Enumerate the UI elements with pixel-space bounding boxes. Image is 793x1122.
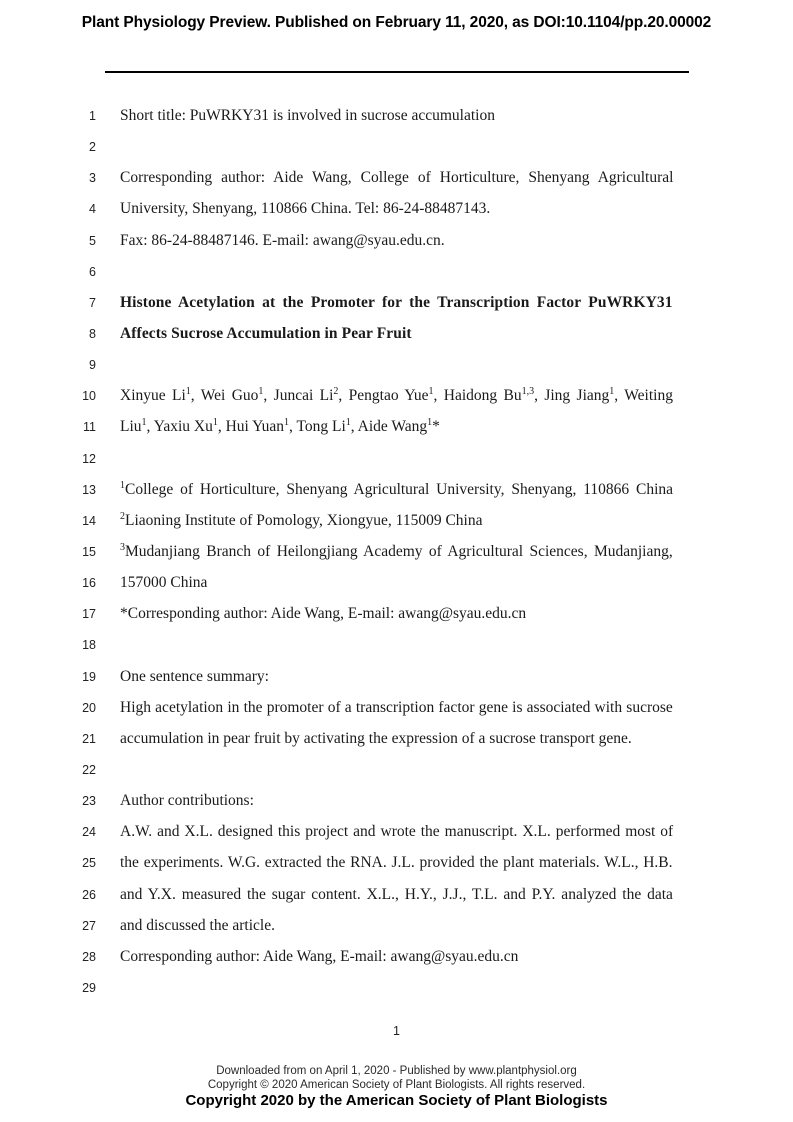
manuscript-line: [0, 567, 793, 598]
line-text-runs: [120, 661, 269, 692]
page-footer: [0, 1064, 793, 1110]
manuscript-line: [0, 287, 793, 318]
line-number: 29: [82, 980, 96, 995]
manuscript-line: [0, 661, 793, 692]
manuscript-line: [0, 318, 793, 349]
line-text: [120, 225, 673, 256]
line-text-runs: [120, 879, 673, 910]
line-text: [120, 131, 673, 162]
manuscript-line: [0, 972, 793, 1003]
manuscript-line: [0, 879, 793, 910]
superscript: 3: [120, 541, 125, 553]
superscript: 1: [427, 417, 433, 429]
line-text-runs: [120, 816, 673, 847]
superscript: 1: [345, 417, 351, 429]
line-number: 28: [82, 949, 96, 964]
manuscript-line: [0, 256, 793, 287]
line-text: [120, 380, 673, 411]
line-text: [120, 723, 673, 754]
line-text-runs: [120, 785, 254, 816]
superscript: 1: [141, 417, 147, 429]
manuscript-line: [0, 598, 793, 629]
manuscript-line: [0, 536, 793, 567]
line-text: [120, 567, 673, 598]
line-number: 5: [89, 233, 96, 248]
footer-copyright-bold-line: Copyright 2020 by the American Society of Plant Biologists: [185, 1092, 608, 1109]
superscript: 1: [258, 386, 264, 398]
manuscript-line: [0, 785, 793, 816]
text-run: , Yaxiu Xu: [146, 418, 213, 436]
text-run: College of Horticulture, Shenyang Agricultural University, Shenyang, 110866 China: [125, 480, 674, 498]
text-run: and discussed the article.: [120, 916, 275, 934]
line-text: [120, 349, 673, 380]
text-run: Xinyue Li: [120, 387, 186, 405]
text-run: Liaoning Institute of Pomology, Xiongyue, 115009 China: [125, 511, 483, 529]
superscript: 1: [120, 479, 125, 491]
manuscript-line: [0, 411, 793, 442]
line-number: 16: [82, 576, 96, 591]
line-text-runs: [120, 536, 673, 567]
text-run: accumulation in pear fruit by activating the expression of a sucrose transport gene.: [120, 729, 632, 747]
line-text: [120, 443, 673, 474]
superscript: 1: [212, 417, 218, 429]
text-run: 157000 China: [120, 574, 208, 592]
line-text: [120, 629, 673, 660]
line-number: 7: [89, 295, 96, 310]
superscript: 1: [284, 417, 290, 429]
text-run: University, Shenyang, 110866 China. Tel: 86-24-88487143.: [120, 200, 491, 218]
line-text: [120, 100, 673, 131]
footer-downloaded-line: Downloaded from on April 1, 2020 - Published by www.plantphysiol.org: [216, 1065, 577, 1077]
manuscript-line: [0, 847, 793, 878]
line-text: [120, 661, 673, 692]
line-text: [120, 972, 673, 1003]
line-text: [120, 256, 673, 287]
text-run: *Corresponding author: Aide Wang, E-mail: awang@syau.edu.cn: [120, 605, 527, 623]
line-number: 12: [82, 451, 96, 466]
line-number: 23: [82, 794, 96, 809]
superscript: 1: [185, 386, 191, 398]
superscript: 1: [428, 386, 434, 398]
line-text-runs: [120, 225, 445, 256]
line-text: [120, 287, 673, 318]
manuscript-line: [0, 225, 793, 256]
manuscript-line: [0, 629, 793, 660]
text-run: , Pengtao Yue: [338, 387, 429, 405]
text-run: , Juncai Li: [263, 387, 334, 405]
line-text-runs: [120, 380, 673, 411]
text-run: Liu: [120, 418, 142, 436]
line-text: [120, 910, 673, 941]
line-number: 27: [82, 918, 96, 933]
line-number: 19: [82, 669, 96, 684]
text-run: Affects Sucrose Accumulation in Pear Fruit: [120, 324, 412, 342]
text-run: *: [432, 418, 440, 436]
text-run: Author contributions:: [120, 792, 254, 810]
line-number: 13: [82, 482, 96, 497]
line-text-runs: [120, 411, 440, 442]
line-text: [120, 193, 673, 224]
line-number: 2: [89, 140, 96, 155]
header-divider: [105, 71, 689, 73]
superscript: 1: [609, 386, 615, 398]
text-run: , Tong Li: [289, 418, 346, 436]
manuscript-line: [0, 474, 793, 505]
line-number: 4: [89, 202, 96, 217]
manuscript-line: [0, 380, 793, 411]
line-number: 21: [82, 731, 96, 746]
text-run: Short title: PuWRKY31 is involved in sucrose accumulation: [120, 107, 495, 124]
manuscript-line: [0, 193, 793, 224]
line-list: [0, 100, 793, 1003]
manuscript-line: [0, 941, 793, 972]
line-number: 18: [82, 638, 96, 653]
superscript: 1,3: [521, 386, 535, 398]
line-text-runs: [120, 567, 207, 598]
manuscript-line: [0, 162, 793, 193]
footer-copyright-line: Copyright © 2020 American Society of Plant Biologists. All rights reserved.: [207, 1079, 586, 1091]
line-number: 25: [82, 856, 96, 871]
text-run: , Haidong Bu: [433, 387, 522, 405]
manuscript-line: [0, 131, 793, 162]
line-text-runs: [120, 910, 275, 941]
page-number: 1: [393, 1024, 400, 1038]
manuscript-line: [0, 910, 793, 941]
line-number: 26: [82, 887, 96, 902]
line-text-runs: [120, 505, 482, 536]
line-text: [120, 411, 673, 442]
line-number: 3: [89, 171, 96, 186]
line-text-runs: [120, 287, 673, 318]
line-text: [120, 598, 673, 629]
manuscript-line: [0, 754, 793, 785]
line-text-runs: [120, 193, 490, 224]
line-text: [120, 785, 673, 816]
line-number: 10: [82, 389, 96, 404]
text-run: A.W. and X.L. designed this project and wrote the manuscript. X.L. performed most of: [120, 823, 674, 841]
text-run: Corresponding author: Aide Wang, E-mail: awang@syau.edu.cn: [120, 947, 519, 965]
manuscript-line: [0, 100, 793, 131]
line-number: 24: [82, 825, 96, 840]
line-number: 1: [89, 109, 96, 123]
line-text: [120, 816, 673, 847]
line-text: [120, 692, 673, 723]
line-number: 6: [89, 264, 96, 279]
line-text: [120, 879, 673, 910]
line-text: [120, 505, 673, 536]
text-run: , Wei Guo: [190, 387, 259, 405]
line-text-runs: [120, 318, 412, 349]
line-text: [120, 318, 673, 349]
line-number: 20: [82, 700, 96, 715]
line-text: [120, 847, 673, 878]
manuscript-line: [0, 692, 793, 723]
line-text: [120, 754, 673, 785]
manuscript-line: [0, 505, 793, 536]
line-number: 8: [89, 326, 96, 341]
superscript: 2: [333, 386, 339, 398]
line-text-runs: [120, 162, 673, 193]
text-run: High acetylation in the promoter of a transcription factor gene is associated with sucrose: [120, 698, 673, 716]
line-text-runs: [120, 474, 673, 505]
line-text: [120, 474, 673, 505]
text-run: and Y.X. measured the sugar content. X.L., H.Y., J.J., T.L. and P.Y. analyzed the data: [120, 885, 673, 903]
line-number: 9: [89, 358, 96, 373]
line-number: 22: [82, 762, 96, 777]
text-run: One sentence summary:: [120, 667, 269, 685]
line-text: [120, 941, 673, 972]
superscript: 2: [120, 510, 125, 522]
manuscript-line: [0, 816, 793, 847]
line-text-runs: [120, 941, 518, 972]
text-run: , Hui Yuan: [217, 418, 285, 436]
manuscript-line: [0, 349, 793, 380]
manuscript-line: [0, 723, 793, 754]
line-text: [120, 536, 673, 567]
line-text-runs: [120, 100, 495, 131]
line-number: 15: [82, 544, 96, 559]
text-run: Mudanjiang Branch of Heilongjiang Academy of Agricultural Sciences, Mudanjiang,: [125, 542, 673, 560]
line-number: 17: [82, 607, 96, 622]
running-header: Plant Physiology Preview. Published on February 11, 2020, as DOI:10.1104/pp.20.00002: [81, 14, 712, 31]
text-run: the experiments. W.G. extracted the RNA. J.L. provided the plant materials. W.L., H.B.: [120, 854, 673, 872]
text-run: , Aide Wang: [350, 418, 428, 436]
line-number: 14: [82, 513, 96, 528]
line-text-runs: [120, 598, 526, 629]
manuscript-line: [0, 443, 793, 474]
line-number: 11: [83, 420, 96, 435]
line-text-runs: [120, 692, 673, 723]
text-run: Histone Acetylation at the Promoter for the Transcription Factor PuWRKY31: [120, 293, 673, 311]
line-text: [120, 162, 673, 193]
text-run: , Jing Jiang: [534, 387, 610, 405]
line-text-runs: [120, 847, 673, 878]
text-run: Fax: 86-24-88487146. E-mail: awang@syau.edu.cn.: [120, 231, 445, 249]
text-run: Corresponding author: Aide Wang, College of Horticulture, Shenyang Agricultural: [120, 169, 674, 187]
text-run: , Weiting: [614, 387, 673, 405]
line-text-runs: [120, 723, 632, 754]
